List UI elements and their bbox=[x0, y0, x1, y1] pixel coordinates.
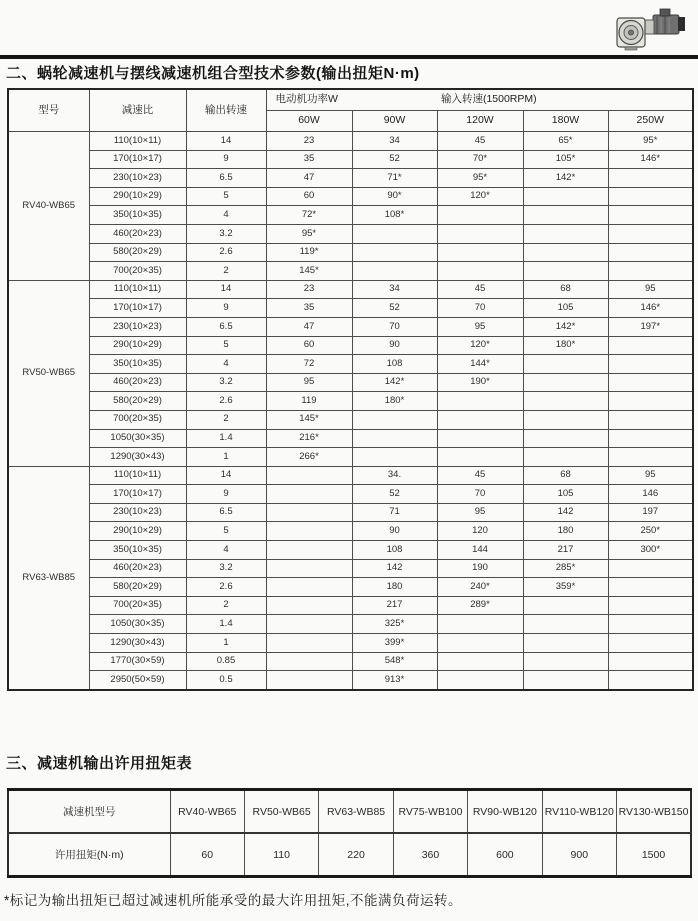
torque-value-cell: 119 bbox=[266, 392, 352, 411]
input-speed-label: 输入转速(1500RPM) bbox=[440, 93, 537, 105]
ratio-cell: 700(20×35) bbox=[89, 596, 186, 615]
torque-value-cell: 95* bbox=[266, 224, 352, 243]
torque-value-cell bbox=[523, 243, 608, 262]
torque-value-cell: 300* bbox=[608, 541, 693, 560]
torque-value-cell: 359* bbox=[523, 578, 608, 597]
torque-value-cell: 146* bbox=[608, 150, 693, 169]
torque-value-cell: 34. bbox=[352, 466, 437, 485]
model-group-label: RV50-WB65 bbox=[8, 280, 89, 466]
torque-value-cell: 900 bbox=[542, 833, 616, 877]
power-col-header-250w: 250W bbox=[608, 111, 693, 132]
model-group-label: RV63-WB85 bbox=[8, 466, 89, 690]
torque-value-cell: 110 bbox=[244, 833, 318, 877]
output-speed-cell: 3.2 bbox=[186, 373, 266, 392]
torque-value-cell: 1500 bbox=[617, 833, 691, 877]
torque-value-cell: 190 bbox=[437, 559, 523, 578]
power-col-header-120w: 120W bbox=[437, 111, 523, 132]
torque-value-cell: 45 bbox=[437, 280, 523, 299]
section3-title: 三、减速机输出许用扭矩表 bbox=[6, 755, 193, 772]
ratio-cell: 290(10×29) bbox=[89, 522, 186, 541]
torque-value-cell: 108 bbox=[352, 355, 437, 374]
torque-value-cell: 146* bbox=[608, 299, 693, 318]
torque-value-cell: 142* bbox=[523, 169, 608, 188]
torque-value-cell bbox=[266, 559, 352, 578]
ratio-cell: 230(10×23) bbox=[89, 317, 186, 336]
main-table-body bbox=[8, 132, 693, 690]
torque-value-cell: 70* bbox=[437, 150, 523, 169]
torque-value-cell bbox=[523, 634, 608, 653]
output-speed-cell: 6.5 bbox=[186, 169, 266, 188]
output-speed-cell: 14 bbox=[186, 132, 266, 151]
torque-value-cell bbox=[266, 503, 352, 522]
torque-value-cell: 142* bbox=[352, 373, 437, 392]
table-row bbox=[8, 132, 693, 151]
torque-value-cell: 95 bbox=[608, 466, 693, 485]
torque-value-cell bbox=[523, 224, 608, 243]
output-speed-cell: 3.2 bbox=[186, 559, 266, 578]
ratio-cell: 700(20×35) bbox=[89, 262, 186, 281]
torque-value-cell: 180 bbox=[523, 522, 608, 541]
output-speed-cell: 4 bbox=[186, 355, 266, 374]
torque-value-cell: 68 bbox=[523, 466, 608, 485]
torque-value-cell bbox=[523, 596, 608, 615]
table-row bbox=[8, 429, 693, 448]
ratio-cell: 2950(50×59) bbox=[89, 671, 186, 690]
main-table-header-row1 bbox=[8, 89, 693, 111]
torque-value-cell: 35 bbox=[266, 150, 352, 169]
ratio-cell: 170(10×17) bbox=[89, 299, 186, 318]
torque-value-cell bbox=[608, 169, 693, 188]
torque-value-cell: 23 bbox=[266, 132, 352, 151]
power-header-cell bbox=[266, 89, 693, 111]
table-row bbox=[8, 541, 693, 560]
table-row bbox=[8, 317, 693, 336]
torque-value-cell bbox=[352, 429, 437, 448]
torque-value-cell bbox=[266, 634, 352, 653]
ratio-cell: 460(20×23) bbox=[89, 559, 186, 578]
torque-model-cell: RV110-WB120 bbox=[542, 790, 616, 834]
torque-value-cell bbox=[352, 262, 437, 281]
output-speed-cell: 2 bbox=[186, 262, 266, 281]
torque-value-cell: 47 bbox=[266, 169, 352, 188]
torque-value-cell bbox=[523, 671, 608, 690]
table-row bbox=[8, 578, 693, 597]
torque-value-cell bbox=[437, 634, 523, 653]
table-row bbox=[8, 410, 693, 429]
output-speed-cell: 14 bbox=[186, 280, 266, 299]
torque-value-cell: 70 bbox=[352, 317, 437, 336]
torque-model-cell: RV130-WB150 bbox=[617, 790, 691, 834]
torque-model-label: 减速机型号 bbox=[8, 790, 170, 834]
model-column-header: 型号 bbox=[8, 89, 89, 132]
torque-value-cell: 120* bbox=[437, 336, 523, 355]
torque-value-cell bbox=[608, 634, 693, 653]
torque-value-cell: 23 bbox=[266, 280, 352, 299]
torque-value-cell bbox=[437, 615, 523, 634]
torque-value-cell: 399* bbox=[352, 634, 437, 653]
torque-value-cell bbox=[266, 596, 352, 615]
output-speed-cell: 9 bbox=[186, 299, 266, 318]
torque-value-cell: 65* bbox=[523, 132, 608, 151]
power-col-header-90w: 90W bbox=[352, 111, 437, 132]
torque-value-cell bbox=[437, 262, 523, 281]
ratio-cell: 580(20×29) bbox=[89, 392, 186, 411]
ratio-cell: 580(20×29) bbox=[89, 578, 186, 597]
torque-value-cell bbox=[266, 578, 352, 597]
section2-title: 二、蜗轮减速机与摆线减速机组合型技术参数(输出扭矩N·m) bbox=[6, 65, 420, 82]
table-row bbox=[8, 280, 693, 299]
ratio-cell: 460(20×23) bbox=[89, 373, 186, 392]
torque-value-cell: 217 bbox=[523, 541, 608, 560]
torque-value-cell: 197 bbox=[608, 503, 693, 522]
combination-parameters-table bbox=[7, 88, 694, 691]
ratio-cell: 700(20×35) bbox=[89, 410, 186, 429]
table-row bbox=[8, 448, 693, 467]
torque-value-cell bbox=[608, 373, 693, 392]
table-row bbox=[8, 559, 693, 578]
output-speed-cell: 5 bbox=[186, 187, 266, 206]
torque-value-cell bbox=[608, 392, 693, 411]
torque-value-cell: 145* bbox=[266, 410, 352, 429]
torque-value-cell: 146 bbox=[608, 485, 693, 504]
output-speed-cell: 2.6 bbox=[186, 243, 266, 262]
table-row bbox=[8, 485, 693, 504]
output-speed-cell: 2.6 bbox=[186, 578, 266, 597]
torque-value-cell bbox=[352, 410, 437, 429]
torque-value-cell bbox=[437, 243, 523, 262]
torque-value-cell bbox=[608, 224, 693, 243]
torque-value-cell: 71* bbox=[352, 169, 437, 188]
torque-value-cell: 45 bbox=[437, 466, 523, 485]
ratio-cell: 110(10×11) bbox=[89, 132, 186, 151]
table-row bbox=[8, 522, 693, 541]
torque-value-cell: 95* bbox=[608, 132, 693, 151]
torque-value-cell bbox=[608, 559, 693, 578]
torque-value-cell bbox=[523, 206, 608, 225]
ratio-cell: 1290(30×43) bbox=[89, 634, 186, 653]
torque-value-cell: 90 bbox=[352, 522, 437, 541]
torque-value-cell: 120* bbox=[437, 187, 523, 206]
output-speed-cell: 1 bbox=[186, 448, 266, 467]
torque-value-cell bbox=[352, 224, 437, 243]
torque-value-cell: 180* bbox=[352, 392, 437, 411]
output-speed-cell: 4 bbox=[186, 206, 266, 225]
table-row bbox=[8, 634, 693, 653]
output-speed-cell: 6.5 bbox=[186, 503, 266, 522]
torque-value-cell: 266* bbox=[266, 448, 352, 467]
torque-value-cell: 35 bbox=[266, 299, 352, 318]
torque-value-cell: 108* bbox=[352, 206, 437, 225]
table-row bbox=[8, 243, 693, 262]
torque-value-cell bbox=[608, 243, 693, 262]
output-speed-cell: 9 bbox=[186, 485, 266, 504]
torque-value-cell: 71 bbox=[352, 503, 437, 522]
torque-value-cell: 60 bbox=[266, 187, 352, 206]
torque-value-cell: 52 bbox=[352, 485, 437, 504]
torque-value-cell: 34 bbox=[352, 132, 437, 151]
output-speed-cell: 1.4 bbox=[186, 429, 266, 448]
torque-value-cell bbox=[523, 355, 608, 374]
torque-value-cell bbox=[523, 652, 608, 671]
output-speed-cell: 2 bbox=[186, 596, 266, 615]
torque-value-cell: 34 bbox=[352, 280, 437, 299]
torque-value-cell bbox=[608, 336, 693, 355]
output-speed-cell: 2.6 bbox=[186, 392, 266, 411]
torque-value-cell: 95 bbox=[266, 373, 352, 392]
torque-model-cell: RV90-WB120 bbox=[468, 790, 542, 834]
torque-value-cell: 190* bbox=[437, 373, 523, 392]
torque-value-cell bbox=[523, 262, 608, 281]
torque-value-cell: 913* bbox=[352, 671, 437, 690]
torque-value-cell: 90 bbox=[352, 336, 437, 355]
torque-value-cell: 144 bbox=[437, 541, 523, 560]
torque-value-cell: 95 bbox=[437, 503, 523, 522]
ratio-cell: 110(10×11) bbox=[89, 466, 186, 485]
torque-value-cell bbox=[608, 355, 693, 374]
ratio-cell: 230(10×23) bbox=[89, 169, 186, 188]
ratio-cell: 350(10×35) bbox=[89, 206, 186, 225]
torque-value-cell: 180 bbox=[352, 578, 437, 597]
torque-value-cell: 217 bbox=[352, 596, 437, 615]
ratio-cell: 1770(30×59) bbox=[89, 652, 186, 671]
output-speed-cell: 14 bbox=[186, 466, 266, 485]
torque-value-cell bbox=[523, 429, 608, 448]
torque-value-cell bbox=[437, 410, 523, 429]
torque-value-cell: 285* bbox=[523, 559, 608, 578]
torque-value-cell bbox=[266, 671, 352, 690]
torque-value-cell: 119* bbox=[266, 243, 352, 262]
output-speed-cell: 0.5 bbox=[186, 671, 266, 690]
ratio-cell: 170(10×17) bbox=[89, 150, 186, 169]
torque-value-cell bbox=[266, 485, 352, 504]
torque-value-cell: 240* bbox=[437, 578, 523, 597]
model-group-label: RV40-WB65 bbox=[8, 132, 89, 281]
torque-value-cell: 90* bbox=[352, 187, 437, 206]
header-rule bbox=[0, 55, 698, 59]
output-speed-cell: 1.4 bbox=[186, 615, 266, 634]
torque-value-cell: 68 bbox=[523, 280, 608, 299]
torque-value-cell bbox=[608, 410, 693, 429]
table-row bbox=[8, 169, 693, 188]
ratio-cell: 1050(30×35) bbox=[89, 429, 186, 448]
torque-value-cell bbox=[608, 671, 693, 690]
torque-value-cell: 108 bbox=[352, 541, 437, 560]
ratio-cell: 460(20×23) bbox=[89, 224, 186, 243]
output-speed-cell: 9 bbox=[186, 150, 266, 169]
torque-value-cell: 216* bbox=[266, 429, 352, 448]
torque-value-cell: 197* bbox=[608, 317, 693, 336]
allowable-torque-table bbox=[7, 788, 692, 878]
output-speed-cell: 2 bbox=[186, 410, 266, 429]
table-row bbox=[8, 615, 693, 634]
ratio-column-header: 减速比 bbox=[89, 89, 186, 132]
ratio-cell: 110(10×11) bbox=[89, 280, 186, 299]
torque-value-cell: 548* bbox=[352, 652, 437, 671]
torque-value-cell: 70 bbox=[437, 485, 523, 504]
torque-value-cell bbox=[523, 373, 608, 392]
torque-value-cell bbox=[266, 652, 352, 671]
torque-model-cell: RV50-WB65 bbox=[244, 790, 318, 834]
torque-value-cell bbox=[608, 615, 693, 634]
torque-value-cell bbox=[523, 187, 608, 206]
torque-value-cell: 105 bbox=[523, 299, 608, 318]
torque-value-cell bbox=[523, 615, 608, 634]
table-row bbox=[8, 392, 693, 411]
table-row bbox=[8, 652, 693, 671]
torque-value-cell: 289* bbox=[437, 596, 523, 615]
torque-value-cell: 220 bbox=[319, 833, 393, 877]
torque-value-cell bbox=[266, 466, 352, 485]
ratio-cell: 170(10×17) bbox=[89, 485, 186, 504]
torque-value-cell bbox=[608, 596, 693, 615]
torque-value-label: 许用扭矩(N·m) bbox=[8, 833, 170, 877]
torque-value-cell bbox=[608, 448, 693, 467]
torque-value-cell bbox=[437, 652, 523, 671]
torque-value-cell bbox=[437, 448, 523, 467]
torque-value-cell bbox=[608, 578, 693, 597]
power-col-header-60w: 60W bbox=[266, 111, 352, 132]
torque-value-cell bbox=[608, 652, 693, 671]
torque-value-cell: 250* bbox=[608, 522, 693, 541]
torque-value-cell: 142* bbox=[523, 317, 608, 336]
torque-value-cell: 95 bbox=[608, 280, 693, 299]
table-row bbox=[8, 355, 693, 374]
ratio-cell: 290(10×29) bbox=[89, 336, 186, 355]
torque-value-cell bbox=[437, 392, 523, 411]
torque-value-cell bbox=[608, 429, 693, 448]
torque-value-cell: 600 bbox=[468, 833, 542, 877]
torque-value-cell: 52 bbox=[352, 150, 437, 169]
output-speed-cell: 5 bbox=[186, 336, 266, 355]
output-speed-cell: 4 bbox=[186, 541, 266, 560]
torque-value-cell: 60 bbox=[170, 833, 244, 877]
table-row bbox=[8, 503, 693, 522]
ratio-cell: 350(10×35) bbox=[89, 541, 186, 560]
torque-value-cell: 142 bbox=[523, 503, 608, 522]
power-col-header-180w: 180W bbox=[523, 111, 608, 132]
torque-value-cell bbox=[437, 671, 523, 690]
torque-value-cell bbox=[608, 262, 693, 281]
ratio-cell: 1290(30×43) bbox=[89, 448, 186, 467]
torque-value-cell: 120 bbox=[437, 522, 523, 541]
torque-model-cell: RV40-WB65 bbox=[170, 790, 244, 834]
output-speed-cell: 5 bbox=[186, 522, 266, 541]
table-row bbox=[8, 150, 693, 169]
output-speed-cell: 3.2 bbox=[186, 224, 266, 243]
ratio-cell: 290(10×29) bbox=[89, 187, 186, 206]
table-row bbox=[8, 299, 693, 318]
table-row bbox=[8, 671, 693, 690]
torque-table-header-row bbox=[8, 790, 691, 834]
torque-value-cell: 72 bbox=[266, 355, 352, 374]
torque-value-cell: 180* bbox=[523, 336, 608, 355]
torque-value-cell: 360 bbox=[393, 833, 467, 877]
torque-value-cell bbox=[352, 243, 437, 262]
ratio-cell: 580(20×29) bbox=[89, 243, 186, 262]
torque-value-cell: 145* bbox=[266, 262, 352, 281]
torque-value-cell bbox=[523, 410, 608, 429]
table-row bbox=[8, 596, 693, 615]
torque-table-value-row bbox=[8, 833, 691, 877]
table-row bbox=[8, 466, 693, 485]
torque-model-cell: RV63-WB85 bbox=[319, 790, 393, 834]
table-row bbox=[8, 206, 693, 225]
torque-value-cell: 144* bbox=[437, 355, 523, 374]
torque-value-cell bbox=[437, 224, 523, 243]
torque-value-cell bbox=[266, 615, 352, 634]
torque-value-cell: 105* bbox=[523, 150, 608, 169]
torque-value-cell bbox=[437, 206, 523, 225]
table-row bbox=[8, 373, 693, 392]
torque-value-cell: 95 bbox=[437, 317, 523, 336]
torque-value-cell bbox=[608, 187, 693, 206]
table-row bbox=[8, 262, 693, 281]
torque-value-cell bbox=[608, 206, 693, 225]
ratio-cell: 230(10×23) bbox=[89, 503, 186, 522]
torque-value-cell: 52 bbox=[352, 299, 437, 318]
output-speed-cell: 1 bbox=[186, 634, 266, 653]
torque-value-cell: 47 bbox=[266, 317, 352, 336]
torque-value-cell: 325* bbox=[352, 615, 437, 634]
torque-value-cell: 105 bbox=[523, 485, 608, 504]
output-speed-cell: 0.85 bbox=[186, 652, 266, 671]
torque-value-cell: 60 bbox=[266, 336, 352, 355]
output-speed-cell: 6.5 bbox=[186, 317, 266, 336]
table-row bbox=[8, 336, 693, 355]
table-row bbox=[8, 224, 693, 243]
torque-value-cell bbox=[523, 392, 608, 411]
torque-value-cell bbox=[437, 429, 523, 448]
torque-value-cell: 45 bbox=[437, 132, 523, 151]
output-speed-column-header: 输出转速 bbox=[186, 89, 266, 132]
torque-value-cell bbox=[266, 522, 352, 541]
torque-value-cell: 70 bbox=[437, 299, 523, 318]
torque-value-cell: 142 bbox=[352, 559, 437, 578]
torque-value-cell: 72* bbox=[266, 206, 352, 225]
table-row bbox=[8, 187, 693, 206]
torque-value-cell bbox=[523, 448, 608, 467]
torque-model-cell: RV75-WB100 bbox=[393, 790, 467, 834]
motor-power-label: 电动机功率W bbox=[275, 93, 338, 105]
torque-value-cell bbox=[352, 448, 437, 467]
torque-value-cell bbox=[266, 541, 352, 560]
asterisk-footnote: *标记为输出扭矩已超过减速机所能承受的最大许用扭矩,不能满负荷运转。 bbox=[4, 893, 463, 908]
ratio-cell: 350(10×35) bbox=[89, 355, 186, 374]
torque-value-cell: 95* bbox=[437, 169, 523, 188]
ratio-cell: 1050(30×35) bbox=[89, 615, 186, 634]
worm-gear-reducer-image bbox=[603, 7, 693, 54]
